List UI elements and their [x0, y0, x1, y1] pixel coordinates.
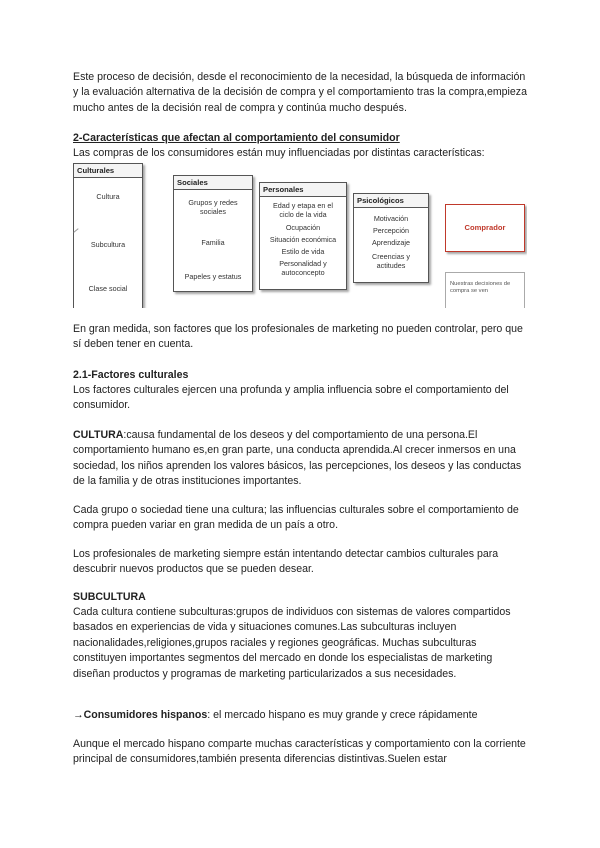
sociales-title: Sociales: [174, 176, 252, 190]
section-2-1-heading: 2.1-Factores culturales: [73, 369, 189, 381]
aunque-paragraph: Aunque el mercado hispano comparte muchas características y comportamiento con la corriente principal de consumidores,también presenta diferencias distintivas.Suelen estar: [73, 738, 526, 766]
comprador-box: [445, 204, 525, 252]
psicologicos-item-percepcion: Percepción: [373, 226, 409, 235]
hispanos-text: : el mercado hispano es muy grande y crece rápidamente: [207, 709, 478, 721]
cada-grupo-paragraph: Cada grupo o sociedad tiene una cultura; las influencias culturales sobre el comportamiento de compra pueden variar en gran medida de un país a otro.: [73, 504, 519, 532]
cultura-paragraph: [73, 428, 531, 490]
sociales-item-grupos: Grupos y redes sociales: [188, 198, 238, 216]
sociales-item-papeles: Papeles y estatus: [184, 272, 242, 281]
personales-item-personalidad: Personalidad y autoconcepto: [279, 259, 327, 277]
intro-paragraph: Este proceso de decisión, desde el reconocimiento de la necesidad, la búsqueda de información y la evaluación alternativa de la decisión de compra y el comportamiento tras la compra,empieza mucho antes de la decisión real de compra y continúa mucho después.: [73, 71, 527, 114]
hispanos-label: Consumidores hispanos: [83, 709, 208, 721]
sociales-box: [173, 175, 253, 292]
culturales-item-subcultura: Subcultura: [90, 240, 126, 249]
sociales-item-familia: Familia: [201, 238, 225, 247]
personales-title: Personales: [260, 183, 346, 197]
section-2-text: Las compras de los consumidores están muy influenciadas por distintas características:: [73, 147, 485, 159]
cultura-label: CULTURA: [73, 429, 124, 441]
culturales-item-cultura: Cultura: [96, 192, 120, 201]
personales-box: [259, 182, 347, 290]
comprador-label: Comprador: [464, 223, 506, 232]
psicologicos-item-creencias: Creencias y actitudes: [372, 252, 410, 270]
culturales-box: [73, 163, 143, 308]
culturales-item-clase-social: Clase social: [88, 284, 128, 293]
psicologicos-title: Psicológicos: [354, 194, 428, 208]
culturales-title: Culturales: [74, 164, 142, 178]
arrow-icon: →: [73, 709, 84, 721]
personales-item-ocupacion: Ocupación: [285, 223, 321, 232]
diagram-note: [445, 272, 525, 308]
personales-item-estilo: Estilo de vida: [281, 247, 325, 256]
section-2-1-text: Los factores culturales ejercen una profunda y amplia influencia sobre el comportamiento del consumidor.: [73, 384, 509, 412]
cultura-text: :causa fundamental de los deseos y del comportamiento de una persona.El comportamiento humano es,en gran parte, una conducta aprendida.Al crecer inmersos en una sociedad, los niños aprenden los valores básicos, las percepciones, los deseos y las conductas de la familia y de otras instituciones importantes.: [73, 429, 522, 488]
after-diagram-paragraph: En gran medida, son factores que los profesionales de marketing no pueden controlar, pero que sí deben tener en cuenta.: [73, 323, 523, 351]
personales-item-edad: Edad y etapa en el ciclo de la vida: [273, 201, 333, 219]
section-2-heading: 2-Características que afectan al comportamiento del consumidor: [73, 132, 400, 144]
subcultura-paragraph: Cada cultura contiene subculturas:grupos de individuos con sistemas de valores compartidos basados en experiencias de vida y situaciones comunes.Las subculturas incluyen nacionalidades,religiones,grupos raciales y regiones geográficas. Muchas subculturas constituyen importantes segmentos del mercado en donde los especialistas de marketing diseñan productos y programas de marketing particularizados a sus necesidades.: [73, 606, 511, 680]
psicologicos-box: [353, 193, 429, 283]
psicologicos-item-motivacion: Motivación: [373, 214, 409, 223]
characteristics-diagram: [73, 160, 527, 308]
subcultura-heading: SUBCULTURA: [73, 591, 146, 603]
psicologicos-item-aprendizaje: Aprendizaje: [372, 238, 410, 247]
personales-item-situacion: Situación económica: [269, 235, 337, 244]
profesionales-paragraph: Los profesionales de marketing siempre están intentando detectar cambios culturales para descubrir nuevos productos que se pueden desear.: [73, 548, 499, 576]
diagram-note-text: Nuestras decisiones de compra se ven: [450, 281, 511, 294]
hispanos-paragraph: [73, 708, 531, 723]
